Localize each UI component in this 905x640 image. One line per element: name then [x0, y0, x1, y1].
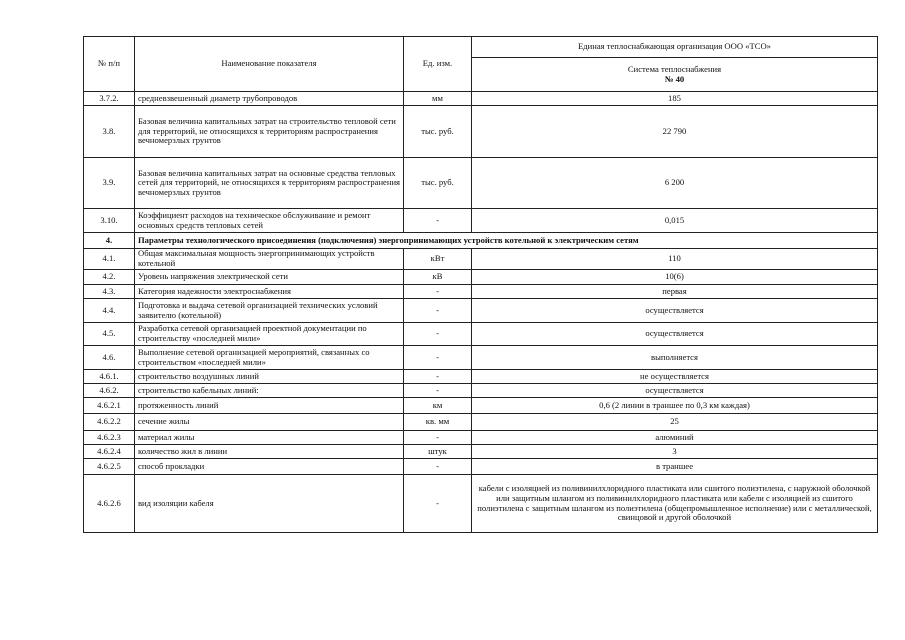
table-row	[84, 414, 878, 431]
row-value: кабели с изоляцией из поливинилхлоридного пластиката или сшитого полиэтилена, с наружной оболочкой или защитным шлангом из поливинилхлоридного пластиката или кабели с изоляцией из сшитого полиэтилена с защитным шлангом из полиэтилена (общепромышленное исполнение) или с металлической, свинцовой и другой оболочкой	[472, 475, 878, 533]
header-number: № п/п	[84, 37, 135, 92]
row-indicator-name: Подготовка и выдача сетевой организацией технических условий заявителю (котельной)	[135, 299, 404, 323]
row-number: 3.10.	[84, 209, 135, 233]
row-indicator-name: протяженность линий	[135, 398, 404, 414]
row-unit: мм	[404, 92, 472, 106]
row-number: 3.8.	[84, 106, 135, 158]
row-number: 4.6.	[84, 346, 135, 370]
row-indicator-name: Уровень напряжения электрической сети	[135, 270, 404, 285]
row-value: 22 790	[472, 106, 878, 158]
tariff-parameters-table	[83, 36, 878, 533]
row-value: 185	[472, 92, 878, 106]
row-indicator-name: Разработка сетевой организацией проектной документации по строительству «последней мили»	[135, 323, 404, 346]
row-unit: -	[404, 346, 472, 370]
row-value: 0,6 (2 линии в траншее по 0,3 км каждая)	[472, 398, 878, 414]
row-indicator-name: количество жил в линии	[135, 445, 404, 459]
row-value: 110	[472, 249, 878, 270]
row-indicator-name: Базовая величина капитальных затрат на строительство тепловой сети для территорий, не относящихся к территориям распространения вечномерзлых грунтов	[135, 106, 404, 158]
row-number: 4.6.2.5	[84, 459, 135, 475]
row-number: 3.7.2.	[84, 92, 135, 106]
row-number: 4.1.	[84, 249, 135, 270]
table-row	[84, 475, 878, 533]
row-number: 4.	[84, 233, 135, 249]
row-unit: -	[404, 209, 472, 233]
header-indicator-name: Наименование показателя	[135, 37, 404, 92]
row-indicator-name: Общая максимальная мощность энергопринимающих устройств котельной	[135, 249, 404, 270]
header-system-number: № 40	[664, 73, 685, 84]
row-number: 4.4.	[84, 299, 135, 323]
row-value: 3	[472, 445, 878, 459]
row-value: 10(6)	[472, 270, 878, 285]
row-number: 4.3.	[84, 285, 135, 299]
row-unit: -	[404, 299, 472, 323]
table-row	[84, 158, 878, 209]
row-number: 4.6.2.6	[84, 475, 135, 533]
row-indicator-name: вид изоляции кабеля	[135, 475, 404, 533]
row-indicator-name: способ прокладки	[135, 459, 404, 475]
row-indicator-name: средневзвешенный диаметр трубопроводов	[135, 92, 404, 106]
row-number: 4.6.2.	[84, 384, 135, 398]
table-row	[84, 398, 878, 414]
header-organization: Единая теплоснабжающая организация ООО «ТСО»	[472, 37, 878, 58]
row-unit: -	[404, 475, 472, 533]
row-number: 4.6.2.4	[84, 445, 135, 459]
row-unit: -	[404, 285, 472, 299]
row-value: осуществляется	[472, 299, 878, 323]
row-number: 4.6.1.	[84, 370, 135, 384]
row-unit: -	[404, 323, 472, 346]
section-title: Параметры технологического присоединения (подключения) энергопринимающих устройств котельной к электрическим сетям	[135, 233, 878, 249]
row-unit: тыс. руб.	[404, 106, 472, 158]
row-value: первая	[472, 285, 878, 299]
row-unit: -	[404, 370, 472, 384]
row-unit: -	[404, 431, 472, 445]
row-unit: кв. мм	[404, 414, 472, 431]
row-indicator-name: строительство воздушных линий	[135, 370, 404, 384]
header-system	[472, 58, 878, 92]
row-value: не осуществляется	[472, 370, 878, 384]
row-number: 4.2.	[84, 270, 135, 285]
row-indicator-name: материал жилы	[135, 431, 404, 445]
row-value: 6 200	[472, 158, 878, 209]
row-indicator-name: Выполнение сетевой организацией мероприятий, связанных со строительством «последней мили»	[135, 346, 404, 370]
row-number: 4.5.	[84, 323, 135, 346]
table-row	[84, 445, 878, 459]
row-indicator-name: сечение жилы	[135, 414, 404, 431]
table-row	[84, 270, 878, 285]
table-body	[84, 92, 878, 533]
row-indicator-name: Базовая величина капитальных затрат на основные средства тепловых сетей для территорий, не относящихся к территориям распространения вечномерзлых грунтов	[135, 158, 404, 209]
row-value: алюминий	[472, 431, 878, 445]
row-value: выполняется	[472, 346, 878, 370]
row-value: в траншее	[472, 459, 878, 475]
row-indicator-name: Категория надежности электроснабжения	[135, 285, 404, 299]
row-value: 0,015	[472, 209, 878, 233]
row-number: 4.6.2.2	[84, 414, 135, 431]
table-row	[84, 92, 878, 106]
table-row	[84, 285, 878, 299]
table-row	[84, 384, 878, 398]
row-indicator-name: строительство кабельных линий:	[135, 384, 404, 398]
table-row	[84, 209, 878, 233]
row-number: 4.6.2.1	[84, 398, 135, 414]
table-row	[84, 370, 878, 384]
table-row	[84, 459, 878, 475]
row-indicator-name: Коэффициент расходов на техническое обслуживание и ремонт основных средств тепловых сетей	[135, 209, 404, 233]
header-unit: Ед. изм.	[404, 37, 472, 92]
header-system-title: Система теплоснабжения	[627, 63, 722, 74]
row-value: осуществляется	[472, 384, 878, 398]
row-unit: тыс. руб.	[404, 158, 472, 209]
table-row	[84, 106, 878, 158]
table-row	[84, 299, 878, 323]
row-value: 25	[472, 414, 878, 431]
section-row	[84, 233, 878, 249]
row-value: осуществляется	[472, 323, 878, 346]
table-row	[84, 249, 878, 270]
table-row	[84, 346, 878, 370]
row-unit: штук	[404, 445, 472, 459]
row-number: 3.9.	[84, 158, 135, 209]
row-unit: кВ	[404, 270, 472, 285]
row-unit: кВт	[404, 249, 472, 270]
row-unit: -	[404, 384, 472, 398]
row-number: 4.6.2.3	[84, 431, 135, 445]
table-row	[84, 431, 878, 445]
table-row	[84, 323, 878, 346]
row-unit: км	[404, 398, 472, 414]
row-unit: -	[404, 459, 472, 475]
